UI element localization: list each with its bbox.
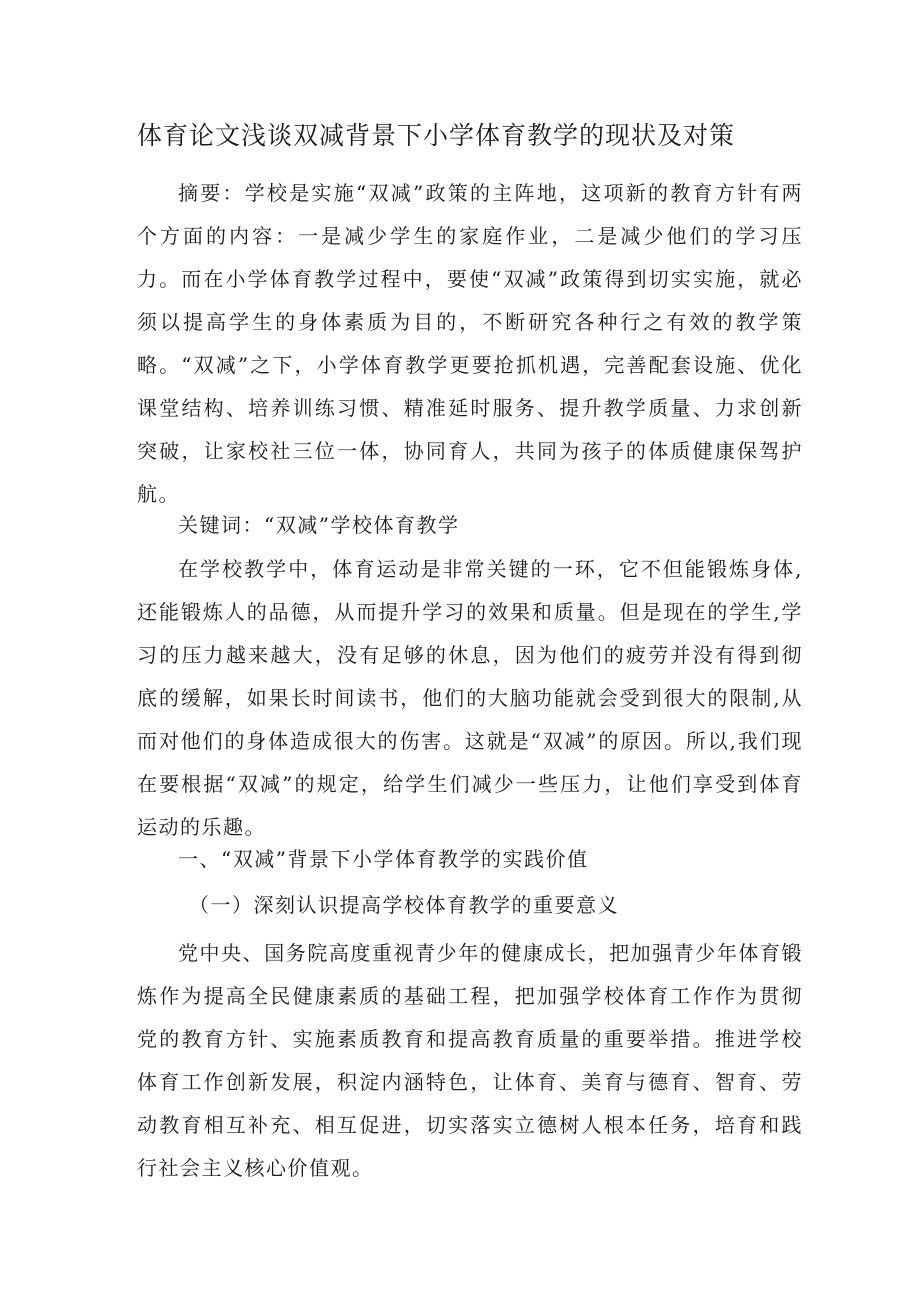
subsection-heading: （一）深刻认识提高学校体育教学的重要意义 [189, 893, 619, 917]
section-heading: 一、“双减”背景下小学体育教学的实践价值 [178, 847, 589, 871]
intro-paragraph: 在学校教学中，体育运动是非常关键的一环，它不但能锻炼身体,还能锻炼人的品德，从而提升学习的效果和质量。但是现在的学生,学习的压力越来越大，没有足够的休息，因为他们的疲劳并没有得到彻底的缓解，如果长时间读书，他们的大脑功能就会受到很大的限制,从而对他们的身体造成很大的伤害。这就是“双减”的原因。所以,我们现在要根据“双减”的规定，给学生们减少一些压力，让他们享受到体育运动的乐趣。 [137, 557, 803, 839]
document-title: 体育论文浅谈双减背景下小学体育教学的现状及对策 [137, 121, 736, 150]
abstract-paragraph: 摘要：学校是实施“双减”政策的主阵地，这项新的教育方针有两个方面的内容：一是减少学生的家庭作业，二是减少他们的学习压力。而在小学体育教学过程中，要使“双减”政策得到切实实施，就必须以提高学生的身体素质为目的，不断研究各种行之有效的教学策略。“双减”之下，小学体育教学更要抢抓机遇，完善配套设施、优化课堂结构、培养训练习惯、精准延时服务、提升教学质量、力求创新突破，让家校社三位一体，协同育人，共同为孩子的体质健康保驾护航。 [137, 181, 803, 506]
body-paragraph: 党中央、国务院高度重视青少年的健康成长，把加强青少年体育锻炼作为提高全民健康素质的基础工程，把加强学校体育工作作为贯彻党的教育方针、实施素质教育和提高教育质量的重要举措。推进学校体育工作创新发展，积淀内涵特色，让体育、美育与德育、智育、劳动教育相互补充、相互促进，切实落实立德树人根本任务，培育和践行社会主义核心价值观。 [137, 941, 803, 1180]
keywords-line: 关键词：“双减”学校体育教学 [178, 513, 460, 537]
